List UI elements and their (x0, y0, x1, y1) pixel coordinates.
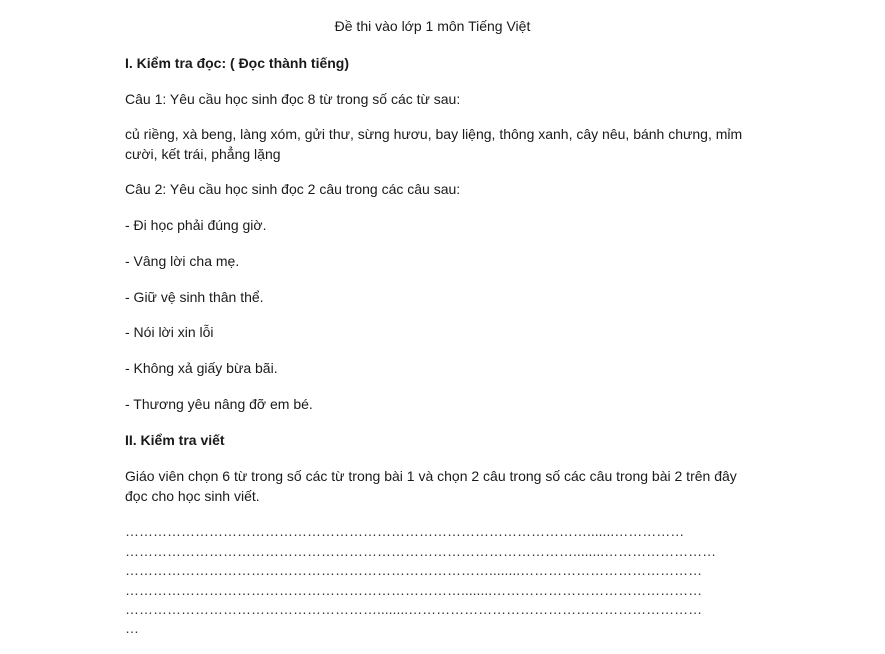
section1-heading: I. Kiểm tra đọc: ( Đọc thành tiếng) (125, 55, 350, 71)
sentence-item: - Không xả giấy bừa bãi. (125, 360, 278, 376)
sentence-item: - Thương yêu nâng đỡ em bé. (125, 396, 313, 412)
section2-instruction: Giáo viên chọn 6 từ trong số các từ trong bài 1 và chọn 2 câu trong số các câu trong bài 2 trên đây đọc cho học sinh viết. (125, 468, 737, 504)
writing-dotted-line: ………………………………………………………………........……………………………………… (125, 582, 703, 598)
writing-dotted-line: … (125, 620, 139, 636)
writing-dotted-line: ……………………………………………………………………………………….......…………… (125, 523, 685, 539)
sentence-item: - Nói lời xin lỗi (125, 324, 214, 340)
section2-heading: II. Kiểm tra viết (125, 432, 225, 448)
question2-prompt: Câu 2: Yêu cầu học sinh đọc 2 câu trong các câu sau: (125, 181, 461, 197)
writing-dotted-line: ………………………………………………........……………………………………………………… (125, 601, 703, 617)
sentence-item: - Đi học phải đúng giờ. (125, 217, 267, 233)
writing-dotted-line: ……………………………………………………………………………………........…………………… (125, 543, 717, 559)
sentence-item: - Vâng lời cha mẹ. (125, 253, 240, 269)
sentence-item: - Giữ vệ sinh thân thể. (125, 289, 264, 305)
question1-word-list: củ riềng, xà beng, làng xóm, gửi thư, sừng hươu, bay liệng, thông xanh, cây nêu, bánh chưng, mỉm cười, kết trái, phẳng lặng (125, 126, 743, 162)
document-title: Đề thi vào lớp 1 môn Tiếng Việt (334, 18, 531, 34)
question1-prompt: Câu 1: Yêu cầu học sinh đọc 8 từ trong số các từ sau: (125, 91, 461, 107)
writing-dotted-line: ……………………………………………………………………........………………………………… (125, 562, 703, 578)
